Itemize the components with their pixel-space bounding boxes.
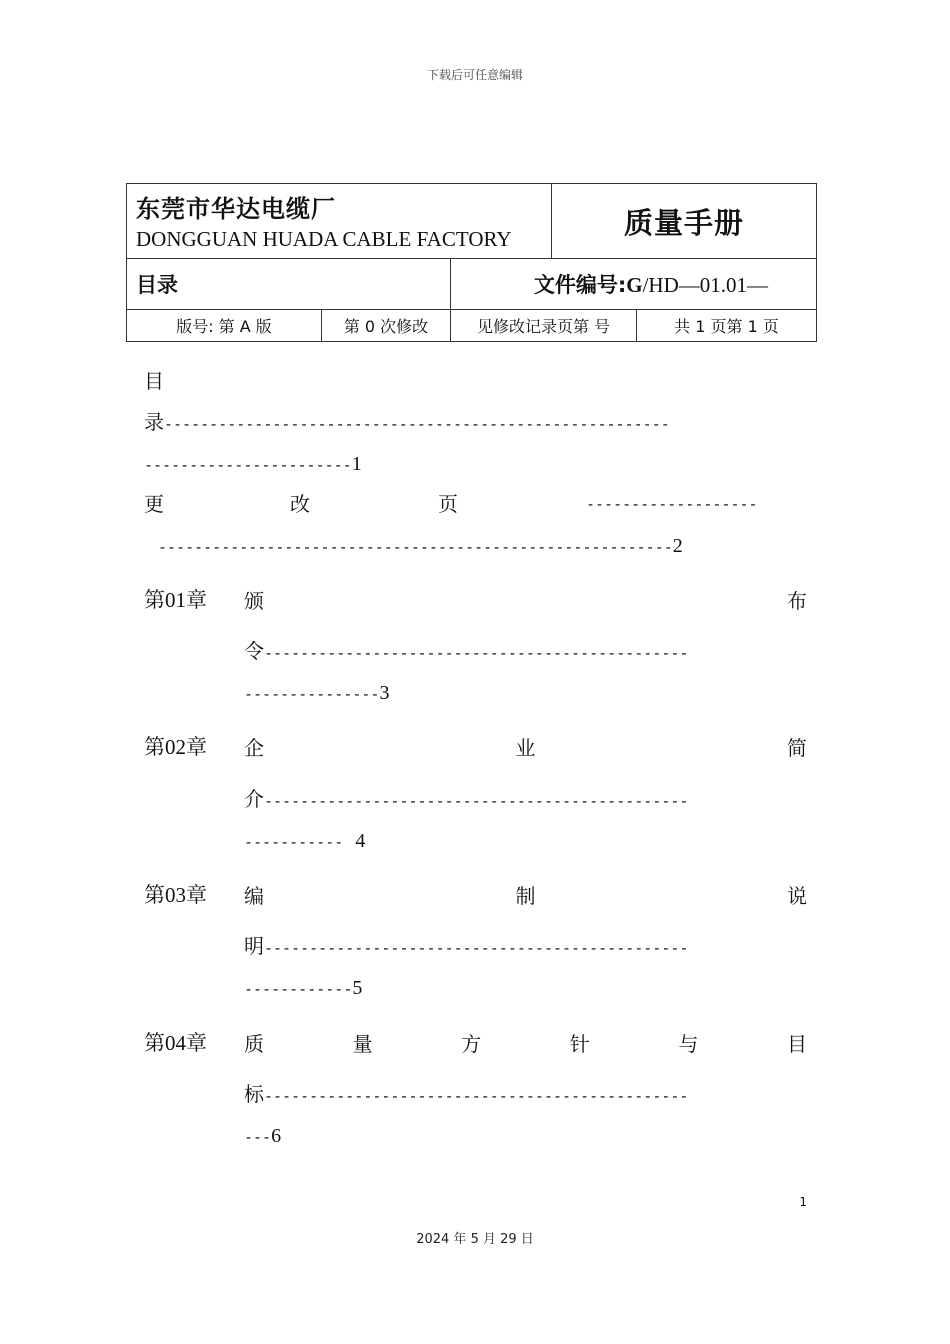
leader-dots: -----------------------------------------------: [264, 792, 689, 810]
page-number-footer: 1: [799, 1195, 807, 1209]
toc-text: 颁: [244, 589, 264, 613]
toc-entry-chapter-3[interactable]: [244, 881, 807, 911]
toc-text: 目: [786, 1032, 807, 1056]
toc-text: 令: [244, 639, 264, 663]
toc-text: 量: [352, 1032, 373, 1056]
toc-text: 针: [569, 1032, 590, 1056]
pages-cell: 共 1 页第 1 页: [637, 310, 817, 342]
company-cell: [127, 184, 552, 259]
leader-dots: ---: [244, 1128, 272, 1146]
page-number: 4: [355, 830, 366, 852]
leader-dots: -----------------------------------------------: [264, 644, 689, 662]
document-header-table: [126, 183, 817, 342]
toc-text: 简: [787, 736, 807, 760]
manual-title: 质量手册: [552, 184, 817, 259]
toc-text: 业: [515, 736, 536, 760]
leader-dots: -------------------: [586, 495, 758, 513]
toc-text: 说: [787, 884, 807, 908]
toc-text: 布: [787, 589, 807, 613]
version-cell: 版号: 第 A 版: [127, 310, 322, 342]
toc-text: 录: [144, 410, 164, 434]
toc-text: 标: [244, 1082, 264, 1106]
leader-dots: ---------------: [244, 685, 380, 703]
chapter-number: 第02章: [144, 735, 207, 759]
document-number: [451, 259, 817, 310]
toc-text: 编: [244, 884, 264, 908]
toc-text: 制: [515, 884, 536, 908]
chapter-number: 第03章: [144, 883, 207, 907]
leader-dots: ---------------------------------------------------------: [158, 538, 673, 556]
chapter-number: 第04章: [144, 1031, 207, 1055]
toc-text: 方: [461, 1032, 482, 1056]
toc-text: 介: [244, 787, 264, 811]
leader-dots: -----------------------------------------------: [264, 939, 689, 957]
leader-dots: -----------------------: [144, 456, 352, 474]
page-number: 1: [351, 453, 362, 475]
toc-label: 目录: [127, 259, 451, 310]
company-name-en: DONGGUAN HUADA CABLE FACTORY: [136, 227, 512, 251]
page-number: 6: [271, 1125, 282, 1147]
toc-entry-chapter-4[interactable]: [244, 1029, 807, 1059]
toc-text: 明: [244, 934, 264, 958]
toc-entry-chapter-2[interactable]: [244, 733, 807, 763]
toc-entry-contents[interactable]: [144, 366, 164, 396]
company-name-cn: 东莞市华达电缆厂: [136, 195, 336, 223]
toc-entry-chapter-1[interactable]: [244, 586, 807, 616]
chapter-number: 第01章: [144, 588, 207, 612]
toc-text: 页: [438, 492, 458, 516]
document-number-prefix: G: [626, 273, 643, 297]
leader-dots: --------------------------------------------------------: [164, 415, 670, 433]
toc-text: 更: [144, 492, 164, 516]
toc-text: 与: [678, 1032, 699, 1056]
document-number-value: /HD—01.01—: [642, 273, 769, 297]
toc-text: 企: [244, 736, 264, 760]
leader-dots: -----------------------------------------------: [264, 1087, 689, 1105]
toc-text: 质: [244, 1032, 264, 1056]
leader-dots: ------------: [244, 980, 353, 998]
document-number-label: 文件编号:: [533, 273, 627, 297]
revision-cell: 第 0 次修改: [322, 310, 451, 342]
header-note: 下载后可任意编辑: [426, 68, 523, 82]
leader-dots: -----------: [244, 833, 344, 851]
footer-date: 2024 年 5 月 29 日: [416, 1232, 534, 1247]
toc-text: 目: [144, 369, 164, 393]
page-number: 3: [379, 682, 390, 704]
page-number: 5: [352, 977, 363, 999]
toc-text: 改: [290, 492, 310, 516]
see-record-cell: 见修改记录页第 号: [451, 310, 637, 342]
page-number: 2: [672, 535, 683, 557]
